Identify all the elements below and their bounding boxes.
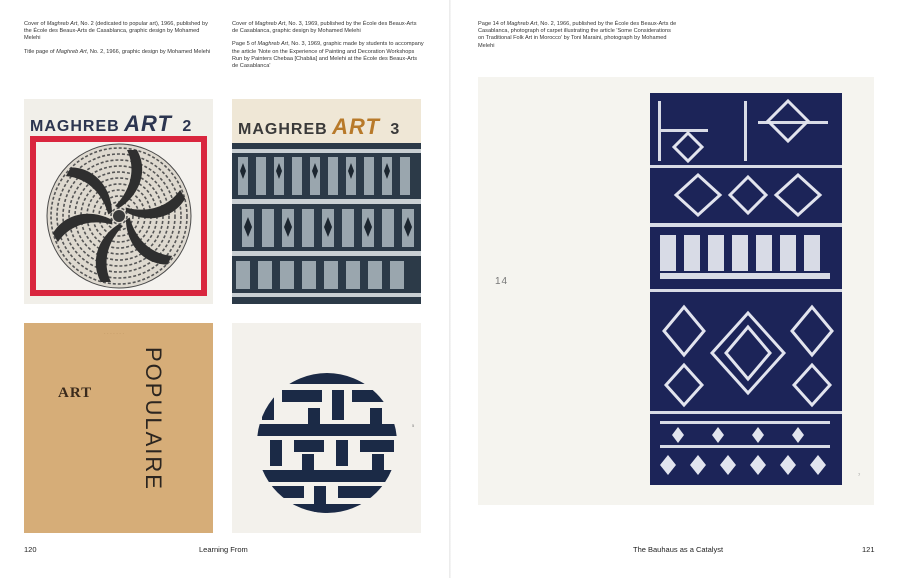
populaire-word: POPULAIRE [141, 347, 166, 491]
calligraphy-page [232, 323, 421, 533]
art-word: ART [58, 385, 93, 401]
right-page-number: 121 [862, 545, 875, 554]
maghreb-art-2-cover [24, 99, 213, 304]
red-frame [30, 136, 207, 296]
woven-basket-image [44, 141, 194, 291]
art-populaire-title-page [24, 323, 213, 533]
left-running-head: Learning From [199, 545, 248, 554]
page-mark: 5 [412, 423, 415, 428]
caption-maghreb-art-3: Cover of Maghreb Art, No. 3, 1969, published by the École des Beaux-Arts de Casablanca, graphic design by Mohamed Melehi Page 5 of Maghreb Art, No. 3, 1969, graphic made by students to accompany the article 'Note on the Experience of Painting and Decoration Workshops Run by Painters Chebaa [Chabâa] and Melehi at the École des Beaux-Arts de Casablanca' [232, 21, 424, 70]
left-page-number: 120 [24, 545, 37, 554]
faint-print: · · · · · · · [104, 331, 124, 337]
kufic-calligraphy-circle [252, 368, 402, 518]
page-number-14: 14 [495, 276, 509, 287]
cover-title: MAGHREB ART 3 [238, 114, 400, 139]
maghreb-art-3-cover [232, 99, 421, 304]
caption-maghreb-art-2: Cover of Maghreb Art, No. 2 (dedicated to popular art), 1966, published by the École des Beaux-Arts de Casablanca, graphic design by Mohamed Melehi Title page of Maghreb Art, No. 2, 1966, graphic design by Mohamed Melehi [24, 21, 211, 55]
right-running-head: The Bauhaus as a Catalyst [633, 545, 724, 554]
cover-title: MAGHREB ART 2 [30, 111, 192, 136]
carpet-page-photo [478, 77, 874, 505]
caption-carpet-photo: Page 14 of Maghreb Art, No. 2, 1966, published by the École des Beaux-Arts de Casablanca, photograph of carpet illustrating the article 'Some Considerations on Traditional Folk Art in Morocco' by Toni Maraini, photograph by Mohamed Melehi [478, 21, 677, 49]
page-gutter [449, 0, 451, 578]
photo-mark: 7 [858, 472, 861, 477]
painted-ceiling-image [232, 143, 421, 304]
carpet-image [648, 93, 844, 485]
